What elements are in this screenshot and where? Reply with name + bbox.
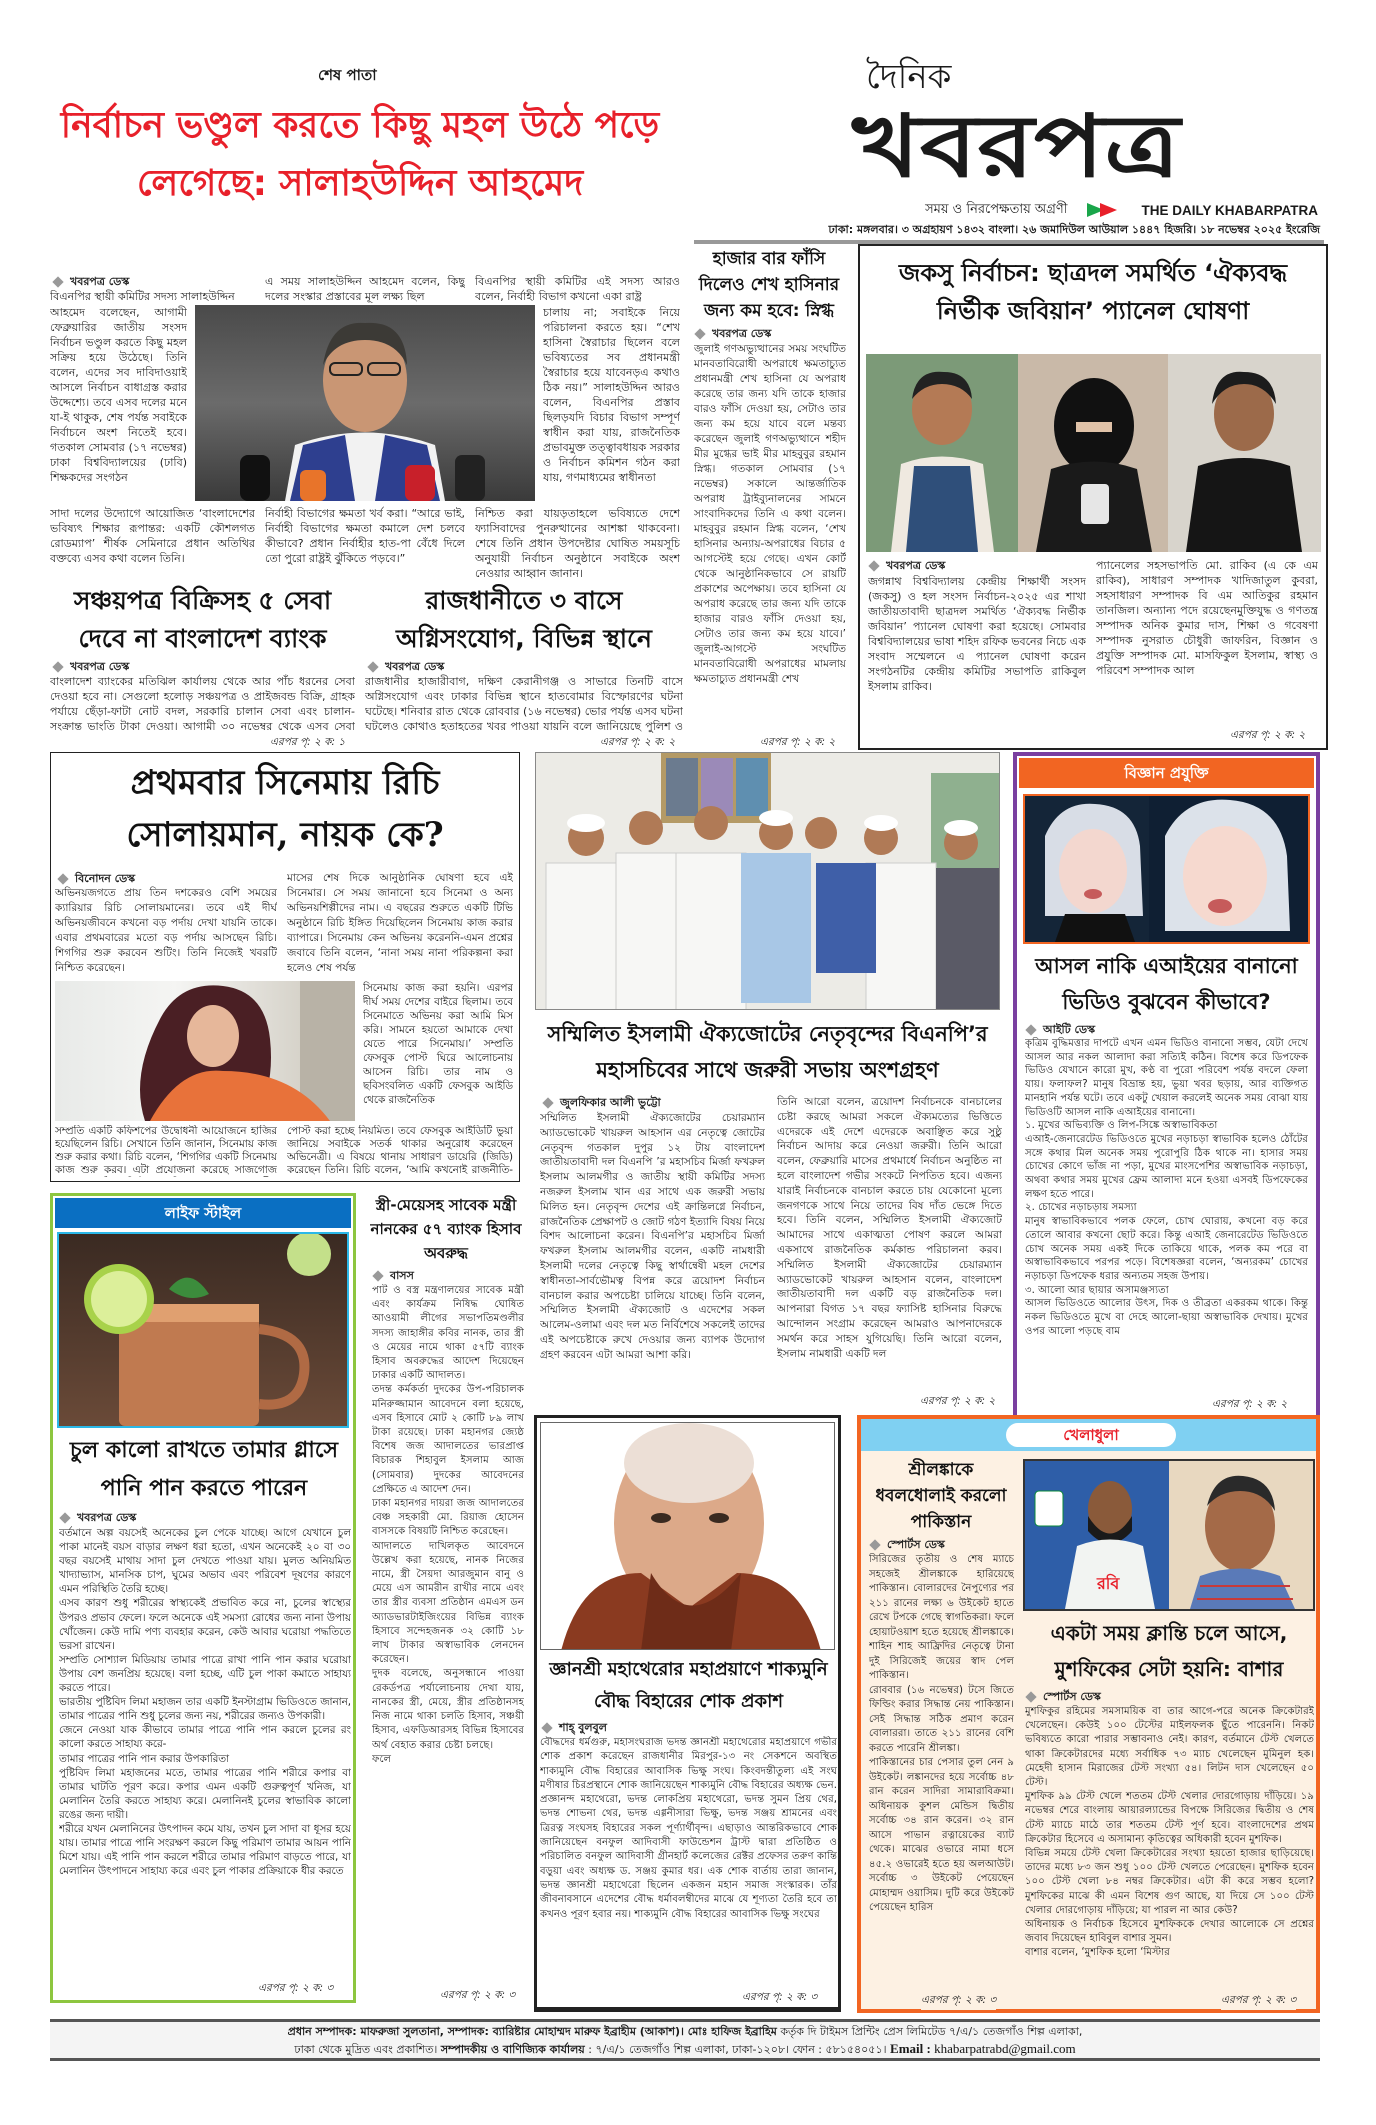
science-byline: আইটি ডেস্ক: [1023, 1022, 1095, 1037]
mushfiq-body: মুশফিকুর রহিমের সমসাময়িক বা তার আগে-পরে অনেক ক্রিকেটারই খেলেছেন। কেউই ১০০ টেস্টের মাইলফলক ছুঁতে পারেননি। নিকট ভবিষ্যতে কারো পারার সম্ভাবনাও নেই। কারণ, বর্তমানে টেস্ট খেলতে থাকা ক্রিকেটারদের মধ্যে সর্বাধিক ৭৩ ম্যাচ খেলেছেন মুমিনুল হক। মেহেদী হাসান মিরাজের টেস্ট সংখ্যা ৫৪। লিটন দাস খেলেছেন ৫০ টেস্ট। মুশফিক ৯৯ টেস্ট খেলে শততম টেস্ট খেলার দোরগোড়ায় দাঁড়িয়ে। ১৯ নভেম্বর শেরে বাংলায় আয়ারল্যান্ডের বিপক্ষে সিরিজের দ্বিতীয় ও শেষ টেস্ট ম্যাচে মাঠে তার শততম টেস্ট পূর্ণ হবে। বাংলাদেশের প্রথম ক্রিকেটার হিসেবে এ অসামান্য কৃতিত্বের অধিকারী হবেন মুশফিক। বিভিন্ন সময়ে টেস্ট খেলা ক্রিকেটারের সংখ্যা হয়তো হাজার ছাড়িয়েছে। তাদের মধ্যে ৮৩ জন শুধু ১০০ টেস্ট খেলতে পেরেছেন। মুশফিক হবেন ১০০ টেস্ট খেলা ৮৪ নম্বর ক্রিকেটার। এটা কী করে সম্ভব হলো? মুশফিকের মাঝে কী এমন বিশেষ গুণ আছে, যা দিয়ে সে ১০০ টেস্ট খেলার দোরগোড়ায় দাঁড়িয়ে; যা পারল না আর কেউ? অধিনায়ক ও নির্বাচক হিসেবে মুশফিককে দেখার আলোকে সে প্রশ্নের জবাব দিয়েছেন হাবিবুল বাশার সুমন। বাশার বলেন, ‘মুশফিক হলো ‘মিস্টার: [1025, 1706, 1314, 1959]
jucsu-byline: খবরপত্র ডেস্ক: [866, 558, 945, 573]
sanchay-body: বাংলাদেশ ব্যাংকের মতিঝিল কার্যালয় থেকে আর পাঁচ ধরনের সেবা দেওয়া হবে না। সেগুলো হলোড় সঞ্চয়পত্র ও প্রাইজবন্ড বিক্রি, গ্রাহক পর্যায়ে ছেঁড়া-ফাটা নোট বদল, সরকারি চালান সেবা এবং চালান-সংক্রান্ত ভাংতি টাকা দেওয়া। আগামী ৩০ নভেম্বর থেকে এসব সেবা: [50, 675, 355, 733]
richi-col2-side: সিনেমায় কাজ করা হয়নি। এরপর দীর্ঘ সময় দেশের বাইরে ছিলাম। তবে সিনেমাতে অভিনয় করা আমি মিস করি। সামনে হয়তো আমাকে দেখা যেতে পারে সিনেমায়।’ সম্প্রতি ফেসবুক পোস্ট ঘিরে আলোচনায় আসেন রিচি। তার নাম ও ছবিসংবলিত একটি ফেসবুক আইডি থেকে রাজনৈতিক: [363, 982, 513, 1106]
tagline-en: THE DAILY KHABARPATRA: [1141, 202, 1318, 218]
science-point3-title: ৩. আলো আর ছায়ার অসামঞ্জস্যতা: [1025, 1284, 1169, 1296]
diamond-icon: [1025, 1691, 1036, 1702]
science-body: [1025, 1037, 1308, 1393]
lifestyle-continuation[interactable]: এরপর পৃ: ২ ক: ৩: [258, 1981, 333, 1998]
lead-col3-top-text: বিএনপির স্থায়ী কমিটির এই সদস্য আরও বলেন, নির্বাহী বিভাগ কখনো একা রাষ্ট্র: [475, 275, 680, 303]
jersey-sponsor-text: রবি: [1097, 1574, 1120, 1593]
science-headline: আসল নাকি এআইয়ের বানানো ভিডিও বুঝবেন কীভাবে?: [1035, 954, 1298, 1014]
bus-body: রাজধানীর হাজারীবাগ, দক্ষিণ কেরানীগঞ্জ ও সাভারে তিনটি বাসে অগ্নিসংযোগ এবং ঢাকার বিভিন্ন স্থানে হাতবোমার বিস্ফোরণের ঘটনা ঘটেছে। শনিবার রাত থেকে রোববার (১৬ নভেম্বর) ভোর পর্যন্ত এসব ঘটনা ঘটলেও কোথাও হতাহতের খবর পাওয়া যায়নি বলে জানিয়েছে পুলিশ ও: [365, 675, 683, 733]
dateline: ঢাকা: মঙ্গলবার। ৩ অগ্রহায়ণ ১৪৩২ বাংলা। ২৬ জমাদিউল আউয়াল ১৪৪৭ হিজরি। ১৮ নভেম্বর ২০২৫ ইংরেজি: [828, 223, 1320, 236]
richi-col1-top: অভিনয়জগতে প্রায় তিন দশকেরও বেশি সময়ের ক্যারিয়ার রিচি সোলায়মানের। তবে এই দীর্ঘ অভিনয়জীবনে কখনো বড় পর্দায় দেখা যায়নি তাকে। এবার প্রথমবারের মতো বড় পর্দায় আসছেন রিচি। শিগগির শুরু করবেন শুটিং। তিনি নিজেই খবরটি নিশ্চিত করেছেন।: [55, 887, 277, 974]
email-link[interactable]: khabarpatrabd@gmail.com: [934, 2041, 1076, 2056]
imprint-office-label: সম্পাদকীয় ও বাণিজ্যিক কার্যালয়: [440, 2043, 585, 2056]
mushfiq-byline: স্পোর্টস ডেস্ক: [1023, 1689, 1101, 1704]
masthead-prefix: দৈনিক: [866, 57, 952, 97]
science-point1: এআই-জেনারেটেড ভিডিওতে মুখের নড়াচড়া স্বাভাবিক হলেও ঠোঁটের সঙ্গে কথার মিল অনেক সময় পুরোপুরি ঠিক থাকে না। হাসার সময় চোখের কোণে ভাঁজ না পড়া, মুখের মাংসপেশির অস্বাভাবিক নড়াচড়া, অথবা কথার সময় মুখের ফ্রেম আলাদা মনে হওয়া এসবই ডিপফেকের লক্ষণ হতে পারে।: [1025, 1133, 1308, 1200]
bus-byline: খবরপত্র ডেস্ক: [365, 659, 444, 674]
science-point3: আসল ভিডিওতে আলোর উৎস, দিক ও তীব্রতা একরকম থাকে। কিন্তু নকল ভিডিওতে মুখে বা দেহে আলো-ছায়া অস্বাভাবিক দেখায়। মুখের ওপর আলো পড়ছে বাম: [1025, 1298, 1308, 1337]
tagline-bn: সময় ও নিরপেক্ষতায় অগ্রণী: [925, 201, 1068, 217]
science-ai-photo: [1023, 794, 1310, 944]
pak-byline: স্পোর্টস ডেস্ক: [867, 1537, 945, 1552]
diamond-icon: [541, 1722, 552, 1733]
lead-headline-line1: নির্বাচন ভণ্ডুল করতে কিছু মহল উঠে পড়ে: [60, 105, 660, 146]
jucsu-headline: জকসু নির্বাচন: ছাত্রদল সমর্থিত ‘ঐক্যবদ্ধ নির্ভীক জবিয়ান’ প্যানেল ঘোষণা: [898, 259, 1288, 325]
buddha-monk-photo: [540, 1422, 835, 1650]
richi-col1-bottom: সম্প্রতি একটি কফিশপের উদ্বোধনী আয়োজনে হাজির হয়েছিলেন রিচি। সেখানে তিনি জানান, সিনেমায় কাজ শুরু করার কথা। রিচি বলেন, ‘শিগগির একটি সিনেমায় কাজ শুরু করব। এটা প্রযোজনা করেছে সাজগোজ: [55, 1125, 277, 1176]
richi-col2-bottom: পোস্ট করা হচ্ছে নিয়মিত। তবে ফেসবুক আইডিটি ভুয়া জানিয়ে সবাইকে সতর্ক থাকার অনুরোধ করেছেন অভিনেত্রী। এ বিষয়ে থানায় সাধারণ ডায়েরি (জিডি) করেছেন তিনি। রিচি বলেন, ‘আমি কখনোই রাজনীতি-: [287, 1125, 513, 1176]
diamond-icon: [869, 1539, 880, 1550]
pak-continuation[interactable]: এরপর পৃ: ২ ক: ৩: [921, 1993, 996, 2010]
diamond-icon: [868, 560, 879, 571]
science-point2-title: ২. চোখের নড়াচড়ায় সমস্যা: [1025, 1202, 1137, 1214]
sports-mushfiq-bashar-photo: [1023, 1459, 1315, 1611]
science-continuation[interactable]: এরপর পৃ: ২ ক: ২: [1212, 1397, 1287, 1414]
jucsu-photo-panel: [866, 354, 1321, 552]
science-box: [1013, 752, 1320, 1420]
science-point2: মানুষ স্বাভাবিকভাবে পলক ফেলে, চোখ ঘোরায়, কখনো বড় করে তোলে আবার কখনো ছোট করে। কিন্তু এআই জেনারেটেড ভিডিওতে চোখ অনেক সময় একই দিকে তাকিয়ে থাকে, পলক কম পরে বা অস্বাভাবিকভাবে পরপর পড়ে। বিশেষজ্ঞরা বলেন, ‘অন্যরকম’ চোখের নড়াচড়া ডিপফেক ধরার অন্যতম সহজ উপায়।: [1025, 1216, 1308, 1282]
jucsu-continuation[interactable]: এরপর পৃ: ২ ক: ২: [1230, 728, 1305, 745]
sanchay-headline: সঞ্চয়পত্র বিক্রিসহ ৫ সেবা দেবে না বাংলাদেশ ব্যাংক: [73, 586, 332, 653]
imprint-footer: [50, 2019, 1320, 2061]
lead-col2-bottom: নির্বাহী বিভাগের ক্ষমতা খর্ব করা। “আরে ভাই, নির্বাহী বিভাগের ক্ষমতা কমালে দেশ চলবে কীভাবে? প্রধান নির্বাহীর হাত-পা বেঁধে দিলে তো পুরো রাষ্ট্রই ঝুঁকিতে পড়বে।”: [265, 507, 465, 565]
lead-headline-line2: লেগেছে: সালাহউদ্দিন আহমেদ: [136, 163, 584, 204]
hasina-continuation[interactable]: এরপর পৃ: ২ ক: ২: [760, 735, 835, 752]
lead-byline: খবরপত্র ডেস্ক: [50, 274, 129, 289]
jucsu-col1: জগন্নাথ বিশ্ববিদ্যালয় কেন্দ্রীয় শিক্ষার্থী সংসদ (জকসু) ও হল সংসদ নির্বাচন-২০২৫ এর শাখা জাতীয়তাবাদী ছাত্রদল সমর্থিত ‘ঐক্যবদ্ধ নির্ভীক জবিয়ান’ প্যানেল ঘোষণা করা হয়েছে। সোমবার বিশ্ববিদ্যালয়ের ভাষা শহিদ রফিক ভবনের নিচে এক সংবাদ সম্মেলনে এ প্যানেল ঘোষণা করেন সংগঠনটির কেন্দ্রীয় কমিটির সভাপতি রাকিবুল ইসলাম রাকিব।: [868, 575, 1086, 693]
imprint-editors: প্রধান সম্পাদক: মাফরুজা সুলতানা, সম্পাদক: ব্যারিষ্টার মোহাম্মদ মারুফ ইব্রাহীম (আকাশ)। মোঃ হাফিজ ইব্রাহিম: [287, 2025, 777, 2038]
email-label: Email :: [890, 2041, 935, 2056]
imprint-printer: কর্তৃক দি টাইমস প্রিন্টিং প্রেস লিমিটেড ৭/এ/১ তেজগাঁও শিল্প এলাকা,: [776, 2025, 1083, 2038]
diamond-icon: [52, 276, 63, 287]
richi-box: [50, 752, 520, 1182]
science-section-header: বিজ্ঞান প্রযুক্তি: [1019, 758, 1314, 788]
diamond-icon: [1025, 1024, 1036, 1035]
islami-headline: সম্মিলিত ইসলামী ঐক্যজোটের নেতৃবৃন্দের বিএনপি’র মহাসচিবের সাথে জরুরী সভায় অংশগ্রহণ: [547, 1022, 988, 1082]
science-intro: কৃত্রিম বুদ্ধিমত্তার দাপটে এখন এমন ভিডিও বানানো সম্ভব, যেটা দেখে আসল আর নকল আলাদা করা সত্যিই কঠিন। বিশেষ করে ডিপফেক ভিডিও যেখানে কারো মুখ, কণ্ঠ বা পুরো পরিবেশ পর্যন্ত বদলে ফেলা যায়। ফলাফল? মানুষ বিভ্রান্ত হয়, ভুয়া খবর ছড়ায়, আর ব্যক্তিগত মানহানি পর্যন্ত ঘটে। তবে একটু খেয়াল করলেই অনেক সময় বোঝা যায় ভিডিওটি আসল নাকি এআইয়ের বানানো।: [1025, 1038, 1308, 1118]
lead-col1-bottom: সাদা দলের উদ্যোগে আয়োজিত ‘বাংলাদেশের ভবিষ্যৎ শিক্ষার রূপান্তর: একটি কৌশলগত রোডম্যাপ’ শীর্ষক সেমিনারে প্রধান অতিথির বক্তব্যে এসব কথা বলেন তিনি।: [50, 507, 255, 565]
lifestyle-section-header: লাইফ স্টাইল: [55, 1198, 351, 1228]
nanak-continuation[interactable]: এরপর পৃ: ২ ক: ৩: [440, 1988, 515, 2005]
lifestyle-body: বর্তমানে অল্প বয়সেই অনেকের চুল পেকে যাচ্ছে। আগে যেখানে চুল পাকা মানেই বয়স বাড়ার লক্ষণ ধরা হতো, এখন অনেকেই ২০ বা ৩০ বছর বয়সেই মাথায় সাদা চুল দেখতে পাওয়া যায়। মুলত অনিয়মিত খাদ্যাভ্যাস, মানসিক চাপ, ঘুমের অভাব এবং পরিবেশ দূষণের কারণে এমন পরিস্থিতি তৈরি হচ্ছে। এসব কারণ শুধু শরীরের স্বাস্থ্যকেই প্রভাবিত করে না, চুলের স্বাস্থ্যের উপরও প্রভাব ফেলে। ফলে অনেকে এই সমস্যা রোধের জন্য নানা উপায় খোঁজেন। কেউ দামি পণ্য ব্যবহার করেন, কেউ আবার ঘরোয়া পদ্ধতিতে ভরসা রাখেন। সম্প্রতি সোশ্যাল মিডিয়ায় তামার পাত্রে রাখা পানি পান করার ঘরোয়া উপায় বেশ জনপ্রিয় হয়েছে। বলা হচ্ছে, এটি চুল পাকা কমাতে সাহায্য করতে পারে। ভারতীয় পুষ্টিবিদ লিমা মহাজন তার একটি ইনস্টাগ্রাম ভিডিওতে জানান, তামার পাত্রের পানি শুধু চুলের জন্য নয়, শরীরের জন্যও উপকারী। জেনে নেওয়া যাক কীভাবে তামার পাত্রে পানি পান করলে চুলের রং কালো করতে সাহায্য করে- তামার পাত্রের পানি পান করার উপকারিতা পুষ্টিবিদ লিমা মহাজনের মতে, তামার পাত্রের পানি শরীরে কপার বা তামার ঘাটতি পূরণ করে। কপার এমন একটি গুরুত্বপূর্ণ খনিজ, যা মেলানিন তৈরি করতে সাহায্য করে। মেলানিনই চুলের স্বাভাবিক কালো রঙের জন্য দায়ী। শরীরে যখন মেলানিনের উৎপাদন কমে যায়, তখন চুল সাদা বা ধূসর হয়ে যায়। তামার পাত্রে পানি সংরক্ষণ করলে কিছু পরিমাণ তামার আয়ন পানি মিশে যায়। এই পানি পান করলে শরীরে তামার পরিমাণ বাড়তে পারে, যা মেলানিন উৎপাদনে সাহায্য করে এবং চুল পাকার প্রক্রিয়াকে ধীর করতে: [59, 1527, 351, 1878]
buddha-box: [534, 1415, 841, 2012]
bus-continuation[interactable]: এরপর পৃ: ২ ক: ২: [600, 735, 675, 752]
lifestyle-headline: চুল কালো রাখতে তামার গ্লাসে পানি পান করতে পারেন: [69, 1438, 339, 1501]
richi-byline: বিনোদন ডেস্ক: [55, 871, 135, 886]
mushfiq-continuation[interactable]: এরপর পৃ: ২ ক: ৩: [1221, 1993, 1296, 2010]
imprint-line2: [50, 2040, 1320, 2058]
diamond-icon: [52, 661, 63, 672]
sports-box: [857, 1415, 1320, 2013]
nanak-byline: বাসস: [370, 1268, 414, 1283]
lifestyle-box: [50, 1193, 356, 2003]
hasina-headline: হাজার বার ফাঁসি দিলেও শেখ হাসিনার জন্য কম হবে: স্নিগ্ধ: [698, 249, 840, 321]
buddha-headline: জ্ঞানশ্রী মহাথেরোর মহাপ্রয়াণে শাক্যমুনি বৌদ্ধ বিহারের শোক প্রকাশ: [549, 1659, 828, 1712]
masthead-logo: [716, 56, 1316, 198]
lead-col3-bottom: নিশ্চিত করা যায়ড়তাহলে ভবিষ্যতে দেশে ফ্যাসিবাদের পুনরুত্থানের আশঙ্কা থাকবেনা। শেষে তিনি প্রধান উপদেষ্টার ঘোষিত সময়সূচি অনুযায়ী নির্বাচন অনুষ্ঠানে সবাইকে অংশ নেওয়ার আহ্বান জানান।: [475, 507, 680, 580]
lead-photo-salahuddin: [195, 305, 535, 501]
imprint-line1: [50, 2023, 1320, 2040]
richi-col2-top: মাসের শেষ দিকে আনুষ্ঠানিক ঘোষণা হবে এই সিনেমার। সে সময় জানানো হবে সিনেমা ও অন্য অভিনয়শিল্পীদের নাম। এ বছরের শুরুতে একটি টিভি অনুষ্ঠানে রিচি ইঙ্গিত দিয়েছিলেন সিনেমায় কাজ করার ব্যাপারে। সিনেমায় কেন অভিনয় করেননি-এমন প্রশ্নের জবাবে তিনি বলেন, ‘নানা সময় নানা পরিকল্পনা করা হলেও শেষ পর্যন্ত: [287, 872, 513, 974]
islami-continuation[interactable]: এরপর পৃ: ২ ক: ২: [920, 1394, 995, 1411]
sports-section-tab: খেলাধুলা: [1006, 1423, 1176, 1447]
pak-body: সিরিজের তৃতীয় ও শেষ ম্যাচে সহজেই শ্রীলঙ্কাকে হারিয়েছে পাকিস্তান। বোলারদের নৈপুণ্যের পর ২১১ রানের লক্ষ্য ৬ উইকেট হাতে রেখে টপকে গেছে স্বাগতিকরা। ফলে হোয়াটওয়াশ হতে হয়েছে শ্রীলঙ্কাকে। শাহিন শাহ আফ্রিদির নেতৃত্বে টানা দুই সিরিজেই জয়ের স্বাদ পেল পাকিস্তান। রোববার (১৬ নভেম্বর) টসে জিতে ফিল্ডিং করার সিদ্ধান্ত নেয় পাকিস্তান। সেই সিদ্ধান্ত সঠিক প্রমাণ করেন বোলাররা। তাতে ২১১ রানের বেশি করতে পারেনি শ্রীলঙ্কা। পাকিস্তানের চার পেসার তুল নেন ৯ উইকেট। লঙ্কানদের হয়ে সর্বোচ্চ ৪৮ রান করেন সাদিরা সামারাবিক্রমা। অধিনায়ক কুশল মেন্ডিস দ্বিতীয় সর্বোচ্চ ৩৪ রান করেন। ৩২ রান আসে পাভান রত্নায়েকের ব্যাট থেকে। মাঝের ওভারে নামা ধসে ৪৫.২ ওভারেই হতে হয় অলআউট। সর্বোচ্চ ৩ উইকেট পেয়েছেন মোহাম্মদ ওয়াসিম। দুটি করে উইকেট পেয়েছেন হারিস: [869, 1554, 1014, 1913]
richi-photo: [55, 981, 355, 1121]
sports-header-band: [861, 1419, 1316, 1451]
buddha-body: বৌদ্ধদের ধর্মগুরু, মহাসংঘরাজ ভদন্ত জ্ঞানশ্রী মহাথেরোর মহাপ্রয়াণে গভীর শোক প্রকাশ করেছেন রাজধানীর মিরপুর-১৩ নং সেকশনে অবস্থিত শাক্যমুনি বৌদ্ধ বিহারের আবাসিক ভিক্ষু সংঘ। কিংবদন্তীতুল্য এই সংঘ মণীষার চিরপ্রস্থানে শোক জানিয়েছেন শাক্যমুনি বৌদ্ধ বিহারের অধ্যক্ষ ভেন. প্রজ্ঞানন্দ মহাথেরো, ভদন্ত লোকপ্রিয় মহাথেরো, ভদন্ত সুমন প্রিয় থের, ভদন্ত শোভনা থের, ভদন্ত এগ্গনীসারা ভিক্ষু, ভদন্ত সঞ্জয় শ্রামনের এবং ত্রিরত্ন সংঘসহ বিহারের সকল পূর্ণ্যার্থীবৃন্দ। এছাড়াও আন্তরিকভাবে শোক জানিয়েছেন বনফুল আদিবাসী ফাউন্ডেশন ট্রাস্ট দ্বারা প্রতিষ্ঠিত ও পরিচালিত বনফুল আদিবাসী গ্রীনহার্ট কলেজের রেক্টর প্রফেসর তরুণ কান্তি বড়ুয়া এবং অধ্যক্ষ ড. সঞ্জয় কুমার ধর। এক শোক বার্তায় তারা জানান, ভদন্ত জ্ঞানশ্রী মহাথেরো ছিলেন একজন মহান সমাজ সংস্কারক। তাঁর জীবনাবসানে এদেশের বৌদ্ধ ধর্মাবলম্বীদের মাঝে যে শূণ্যতা তৈরি হবে তা কখনও পূরণ হবার নয়। শাক্যমুনি বৌদ্ধ বিহারের আবাসিক ভিক্ষু সংঘের: [540, 1737, 837, 1920]
science-point1-title: ১. মুখের অভিব্যক্তি ও লিপ-সিঙ্কে অস্বাভাবিকতা: [1025, 1120, 1218, 1132]
jucsu-box: [858, 244, 1328, 750]
masthead-title: খবরপত্র: [852, 97, 1180, 197]
tagline-row: [758, 200, 1318, 220]
lead-col1-top: বিএনপির স্থায়ী কমিটির সদস্য সালাহউদ্দিন: [50, 290, 235, 303]
islami-meeting-photo: [535, 752, 1000, 1010]
hasina-byline: খবরপত্র ডেস্ক: [692, 326, 771, 341]
islami-col1: সম্মিলিত ইসলামী ঐক্যজোটের চেয়ারম্যান অ্যাডভোকেট খায়রুল আহসান এর নেতৃত্বে জোটের নেতৃবৃন্দ গতকাল দুপুর ১২ টায় বাংলাদেশ জাতীয়তাবাদী দল বিএনপি ’র মহাসচিব মির্জা ফখরুল ইসলাম আলমগীর ও জাতীয় স্থায়ী কমিটির সদস্য নজরুল ইসলাম খান এর সাথে এক জরুরী সভায় মিলিত হন। নেতৃবৃন্দ দেশের এই ক্রান্তিলগ্নে নির্বাচন, রাজনৈতিক প্রেক্ষাপট ও জোট গঠণ ইত্যাদি বিষয় নিয়ে বিশদ আলোচনা করেন। বিএনপি’র মহাসচিব মির্জা ফখরুল ইসলাম আলমগীর বলেন, একটি নামধারী ইসলামী দলের নেতৃত্বে কিছু স্বার্থান্বেষী মহল দেশের স্বাধীনতা-সার্বভৌমত্ব বিপন্ন করে ত্রয়োদশ নির্বাচন বানচাল করার অপচেষ্টা চালিয়ে যাচ্ছে। তিনি বলেন, সম্মিলিত ইসলামী ঐক্যজোট ও এদেশের সকল আলেম-ওলামা এবং দল মত নির্বিশেষে সকলেই তাদের এই অপচেষ্টাকে রুখে দেওয়ার জন্য ব্যাপক উদ্যোগ গ্রহণ করবেন এটা আমরা আশা করি।: [540, 1112, 765, 1361]
diamond-icon: [59, 1512, 70, 1523]
mushfiq-headline: একটা সময় ক্লান্তি চলে আসে, মুশফিকের সেটা হয়নি: বাশার: [1050, 1621, 1288, 1681]
diamond-icon: [367, 661, 378, 672]
sanchay-byline: খবরপত্র ডেস্ক: [50, 659, 129, 674]
jucsu-col2: প্যানেলের সহসভাপতি মো. রাকিব (এ কে এম রাকিব), সাধারণ সম্পাদক খাদিজাতুল কুবরা, সহসাধারণ সম্পাদক বি এম আতিকুর রহমান তানজিল। অন্যান্য পদে রয়েছেনমুক্তিযুদ্ধ ও গণতন্ত্র সম্পাদক অনিক কুমার দাস, শিক্ষা ও গবেষণা সম্পাদক নুসরাত চৌধুরী জাফরিন, বিজ্ঞান ও প্রযুক্তি সম্পাদক মো. মাসফিকুল ইসলাম, স্বাস্থ্য ও পরিবেশ সম্পাদক আল: [1096, 559, 1318, 677]
bus-headline: রাজধানীতে ৩ বাসে অগ্নিসংযোগ, বিভিন্ন স্থানে: [396, 586, 652, 653]
lead-col2-top: এ সময় সালাহউদ্দিন আহমেদ বলেন, কিছু দলের সংস্কার প্রস্তাবের মূল লক্ষ্য ছিল: [265, 275, 465, 303]
buddha-continuation[interactable]: এরপর পৃ: ২ ক: ৩: [742, 1990, 817, 2007]
nanak-headline: স্ত্রী-মেয়েসহ সাবেক মন্ত্রী নানকের ৫৭ ব্যাংক হিসাব অবরুদ্ধ: [370, 1196, 522, 1262]
nanak-body: পাট ও বস্ত্র মন্ত্রণালয়ের সাবেক মন্ত্রী এবং কার্যক্রম নিষিদ্ধ ঘোষিত আওয়ামী লীগের সভাপতিমণ্ডলীর সদস্য জাহাঙ্গীর কবির নানক, তার স্ত্রী ও মেয়ের নামে থাকা ৫৭টি ব্যাংক হিসাব অবরুদ্ধের আদেশ দিয়েছেন ঢাকার একটি আদালত। তদন্ত কর্মকর্তা দুদকের উপ-পরিচালক মনিরুজ্জামান আবেদনে বলা হয়েছে, এসব হিসাবে মোট ২ কোটি ৮৯ লাখ টাকা রয়েছে। ঢাকা মহানগর জ্যেষ্ঠ বিশেষ জজ আদালতের ভারপ্রাপ্ত বিচারক শিহাবুল ইসলাম আজ (সোমবার) দুদকের আবেদনের প্রেক্ষিতে এ আদেশ দেন। ঢাকা মহানগর দায়রা জজ আদালতের বেঞ্চ সহকারী মো. রিয়াজ হোসেন বাসসকে বিষয়টি নিশ্চিত করেছেন। আদালতে দাখিলকৃত আবেদনে উল্লেখ করা হয়েছে, নানক নিজের নামে, স্ত্রী সৈয়দা আরজুমান বানু ও মেয়ে এস আমরীন রাখীর নামে এবং তার স্ত্রীর ব্যবসা প্রতিষ্ঠান এমএস ডন অ্যাডভারটাইজিংয়ের বিভিন্ন ব্যাংক হিসাবে সন্দেহজনক ৩২ কোটি ১৮ লাখ টাকার অস্বাভাবিক লেনদেন করেছেন। দুদক বলেছে, অনুসন্ধানে পাওয়া রেকর্ডপত্র পর্যালোচনায় দেখা যায়, নানকের স্ত্রী, মেয়ে, স্ত্রীর প্রতিষ্ঠানসহ নিজ নামে থাকা চলতি হিসাব, সঞ্চয়ী হিসাব, এফডিআরসহ বিভিন্ন হিসাবের অর্থ বেহাত করার চেষ্টা চলছে। ফলে: [372, 1285, 524, 1765]
flag-arrows-icon: [1087, 203, 1121, 217]
diamond-icon: [372, 1270, 383, 1281]
imprint-published: ঢাকা থেকে মুদ্রিত এবং প্রকাশিত।: [294, 2043, 441, 2056]
lead-col1-side: আহমেদ বলেছেন, আগামী ফেব্রুয়ারির জাতীয় সংসদ নির্বাচন ভণ্ডুল করতে কিছু মহল সক্রিয় হয়ে উঠেছে। তিনি বলেন, এদের সব দাবিদাওয়াই আসলে নির্বাচন বাধাগ্রস্ত করার উদ্দেশ্যে। তবে এসব দলের মনে যা-ই থাকুক, শেষ পর্যন্ত সবাইকে নির্বাচনে অংশ নিতেই হবে। গতকাল সোমবার (১৭ নভেম্বর) ঢাকা বিশ্ববিদ্যালয়ের (ঢাবি) শিক্ষকদের সংগঠন: [50, 306, 187, 484]
lifestyle-byline: খবরপত্র ডেস্ক: [57, 1510, 136, 1525]
islami-col2: তিনি আরো বলেন, ত্রয়োদশ নির্বাচনকে বানচালের চেষ্টা করছে আমরা সকলে ঐক্যমত্যের ভিত্তিতে এদেরকে এই দেশে এদেরকে অবাঞ্ছিত করে সুষ্ঠু নির্বাচন আদায় করে নেওয়া জরুরী। তিনি আরো বলেন, ফেব্রুয়ারি মাসের প্রথমার্ধে নির্বাচন অনুষ্ঠিত না হলে বাংলাদেশ গভীর সংকটে নিপতিত হবে। এজন্য যারাই নির্বাচনকে বানচাল করতে চায় যেকোনো মূল্যে জনগণকে সাথে নিয়ে তাদের বিষ দাঁত ভেঙ্গে দিতে হবে। তিনি বলেন, সম্মিলিত ইসলামী ঐক্যজোট আমাদের সাথে একাত্মতা পোষণ করলে আমরা একসাথে রাজনৈতিক কর্মকান্ড পরিচালনা করব। সম্মিলিত ইসলামী ঐক্যজোটের চেয়ারম্যান অ্যাডভোকেট খায়রুল আহসান বলেন, বাংলাদেশ জাতীয়তাবাদী দল একটি বড় রাজনৈতিক দল। আপনারা বিগত ১৭ বছর ফ্যাসিষ্ট হাসিনার বিরুদ্ধে আন্দোলন সংগ্রাম করেছেন আমরাও আপনাদেরকে সমর্থন করে সাহস যুগিয়েছি। তিনি আরো বলেন, ইসলাম নামধারী একটি দল: [777, 1096, 1002, 1360]
pak-headline: শ্রীলঙ্কাকে ধবলধোলাই করলো পাকিস্তান: [875, 1460, 1007, 1532]
lifestyle-copper-mug-photo: [57, 1232, 349, 1428]
hasina-body: জুলাই গণঅভ্যুত্থানের সময় সংঘটিত মানবতাবিরোধী অপরাধে ক্ষমতাচ্যুত প্রধানমন্ত্রী শেখ হাসিনা যে অপরাধ করেছে তার জন্য যদি তাকে হাজার বারও ফাঁসি দেওয়া হয়, সেটাও তার জন্য কম হয়ে যাবে বলে মন্তব্য করেছেন জুলাই গণঅভ্যুত্থানে শহীদ মীর মুগ্ধের ভাই মীর মাহবুবুর রহমান স্নিগ্ধ। গতকাল সোমবার (১৭ নভেম্বর) সকালে আন্তর্জাতিক অপরাধ ট্রাইব্যুনালনের সামনে সাংবাদিকদের তিনি এ কথা বলেন। মাহবুবুর রহমান স্নিগ্ধ বলেন, ‘শেখ হাসিনার অন্যায়-অপরাধের বিচার ৫ আগস্টেই হয়ে গেছে। এখন কোর্ট থেকে আনুষ্ঠানিকভাবে সে রায়টি প্রকাশের অপেক্ষায়। তবে হাসিনা যে অপরাধ করেছে তার জন্য যদি তাকে হাজার বারও ফাঁসি দেওয়া হয়, সেটাও তার জন্য কম হয়ে যাবে।’ জুলাই-আগস্টে সংঘটিত মানবতাবিরোধী অপরাধের মামলায় ক্ষমতাচ্যুত প্রধানমন্ত্রী শেখ: [694, 343, 846, 685]
diamond-icon: [542, 1097, 553, 1108]
islami-byline: জুলফিকার আলী ভুট্টো: [540, 1095, 661, 1110]
buddha-byline: শাহ্ বুলবুল: [539, 1720, 607, 1735]
section-label: শেষ পাতা: [318, 66, 377, 84]
sanchay-continuation[interactable]: এরপর পৃ: ২ ক: ১: [270, 735, 345, 752]
diamond-icon: [57, 873, 68, 884]
imprint-address: : ৭/এ/১ তেজগাঁও শিল্প এলাকা, ঢাকা-১২০৮। ফোন : ৫৮১৫৪০৫১।: [584, 2043, 891, 2056]
richi-headline: প্রথমবার সিনেমায় রিচি সোলায়মান, নায়ক কে?: [126, 763, 444, 855]
lead-col3-side: চালায় না; সবাইকে নিয়ে পরিচালনা করতে হয়। “শেখ হাসিনা স্বৈরাচার ছিলেন বলে ভবিষ্যতের সব প্রধানমন্ত্রী স্বৈরাচার হয়ে যাবেনড়এ কথাও ঠিক নয়।” সালাহউদ্দিন আরও বলেন, বিএনপির প্রস্তাব ছিলড়যদি বিচার বিভাগ সম্পূর্ণ স্বাধীন করা যায়, রাজনৈতিক প্রভাবমুক্ত তত্ত্বাবধায়ক সরকার ও নির্বাচন কমিশন গঠন করা যায়, গণমাধ্যমের স্বাধীনতা: [543, 306, 680, 484]
diamond-icon: [694, 328, 705, 339]
